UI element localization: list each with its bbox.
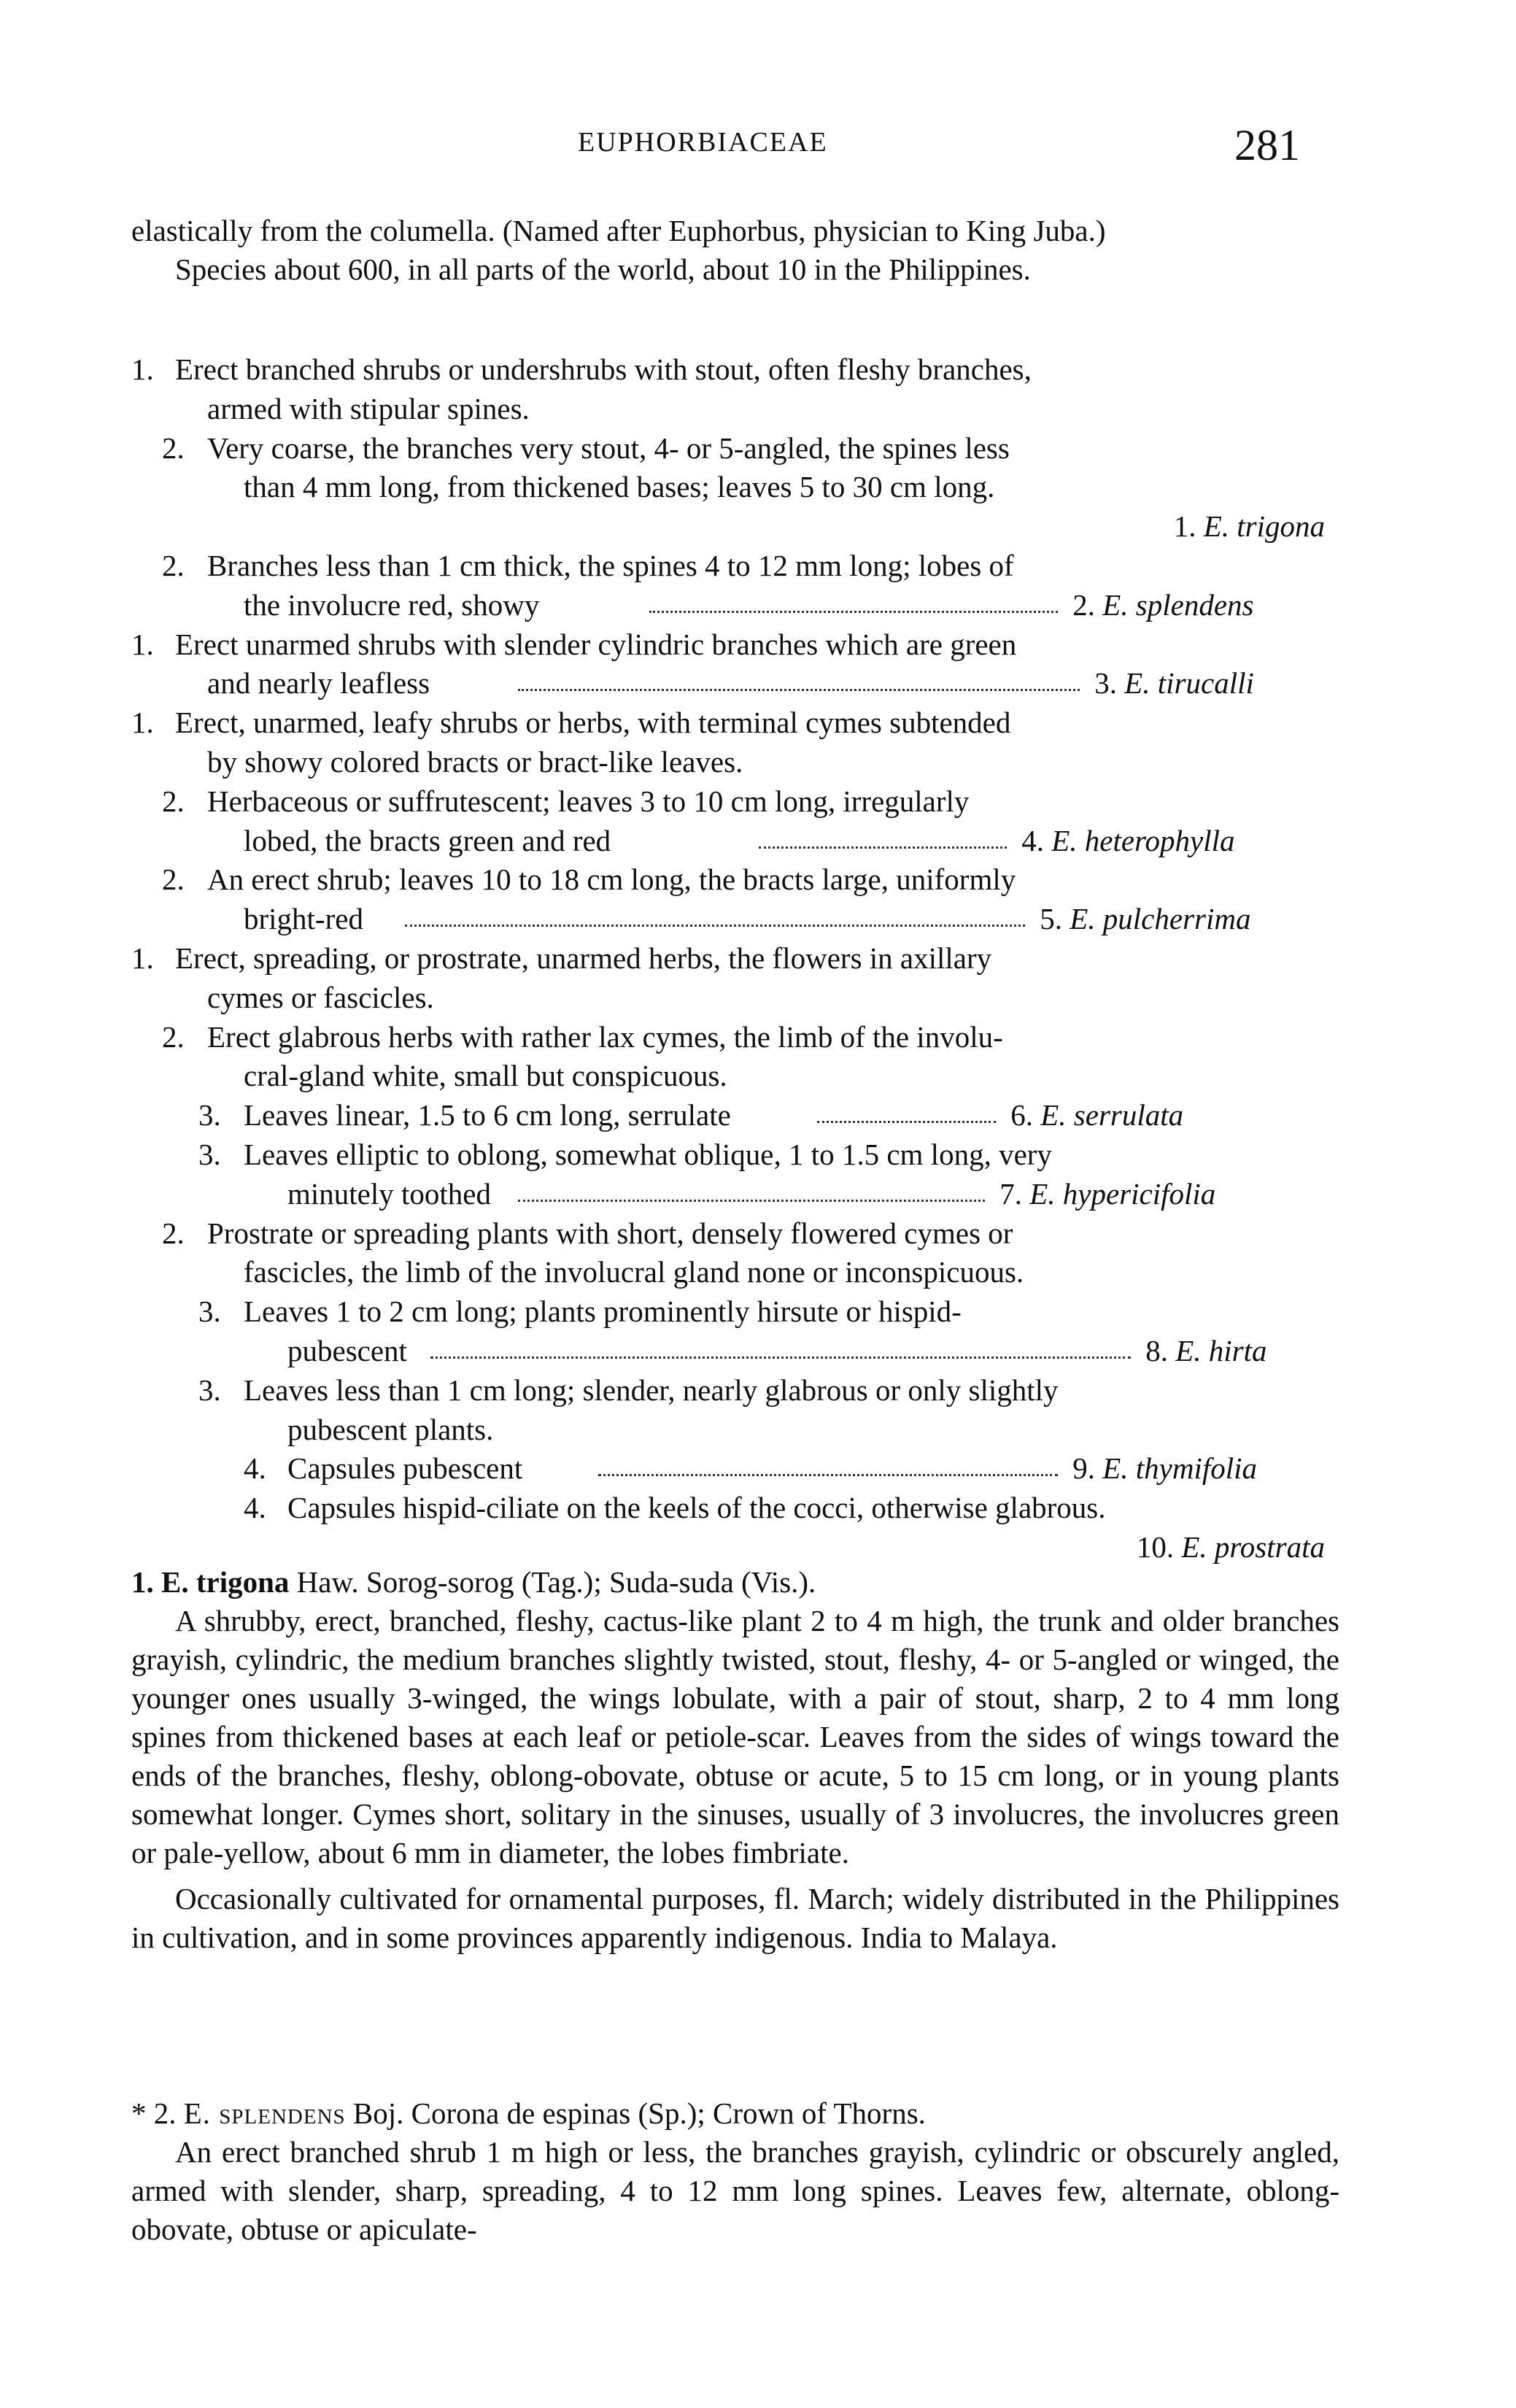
species-heading-authority: Haw. Sorog-sorog (Tag.); Suda-suda (Vis.). (296, 1565, 816, 1599)
key-text: Erect branched shrubs or undershrubs with stout, often fleshy branches, (175, 352, 1032, 386)
species-heading-authority: Boj. Corona de espinas (Sp.); Crown of Thorns. (352, 2096, 926, 2130)
key-text: An erect shrub; leaves 10 to 18 cm long, the bracts large, uniformly (207, 863, 1016, 897)
intro-line-1: elastically from the columella. (Named after Euphorbus, physician to King Juba.) (131, 214, 1106, 247)
key-number: 2. (162, 1019, 185, 1054)
species-heading (131, 1563, 1339, 1602)
key-number: 4. (244, 1451, 266, 1486)
key-number: 1. (131, 941, 154, 975)
species-notes: Occasionally cultivated for ornamental purposes, fl. March; widely distributed in the Philippines in cultivation, and in some provinces apparently indigenous. India to Malaya. (131, 1882, 1339, 1954)
key-text-cont: armed with stipular spines. (207, 391, 530, 425)
key-text: Erect, unarmed, leafy shrubs or herbs, with terminal cymes subtended (175, 706, 1011, 740)
species-number: 7. (999, 1176, 1022, 1211)
key-number: 2. (162, 431, 185, 465)
species-name: E. splendens (1102, 587, 1254, 622)
key-text-cont: bright-red (244, 902, 363, 936)
species-number: 2. (1072, 587, 1095, 622)
key-lead (642, 586, 1254, 625)
key-number: 1. (131, 352, 154, 386)
species-number: 1. (1173, 509, 1196, 544)
dot-leader (817, 1096, 996, 1123)
key-text: Capsules pubescent (287, 1451, 523, 1486)
key-text: Branches less than 1 cm thick, the spines 4 to 12 mm long; lobes of (207, 549, 1014, 582)
key-line (0, 1371, 1516, 1411)
species-number: 10. (1136, 1530, 1175, 1564)
key-number: 4. (244, 1491, 266, 1525)
species-1-entry (131, 1563, 1339, 1957)
key-lead (591, 1449, 1257, 1489)
species-name: E. serrulata (1040, 1098, 1184, 1132)
key-text: Leaves linear, 1.5 to 6 cm long, serrulate (244, 1098, 731, 1132)
key-line (0, 507, 1516, 547)
species-name: E. pulcherrima (1070, 902, 1251, 936)
key-text-cont: pubescent (287, 1334, 407, 1367)
dot-leader (649, 586, 1058, 613)
species-2-entry (131, 2094, 1339, 2249)
key-lead (1174, 507, 1325, 547)
species-name: E. heterophylla (1051, 823, 1235, 857)
key-text-cont: lobed, the bracts green and red (244, 823, 611, 857)
key-text-cont: fascicles, the limb of the involucral gland none or inconspicuous. (244, 1255, 1024, 1289)
key-lead (511, 664, 1254, 703)
key-number: 3. (198, 1373, 221, 1407)
key-line (0, 822, 1516, 861)
key-line (0, 1057, 1516, 1096)
intro-line-2: Species about 600, in all parts of the world, about 10 in the Philippines. (175, 252, 1031, 286)
key-line (0, 1449, 1516, 1489)
key-text: Herbaceous or suffrutescent; leaves 3 to 10 cm long, irregularly (207, 784, 970, 818)
key-lead (1137, 1528, 1325, 1567)
key-number: 2. (162, 784, 185, 818)
species-heading-name: E. trigona (161, 1565, 290, 1599)
key-text: Erect glabrous herbs with rather lax cymes, the limb of the involu- (207, 1019, 1003, 1054)
key-text: Prostrate or spreading plants with short, densely flowered cymes or (207, 1216, 1013, 1250)
key-line (0, 1175, 1516, 1214)
key-line (0, 900, 1516, 939)
key-text: Capsules hispid-ciliate on the keels of the cocci, otherwise glabrous. (287, 1491, 1106, 1525)
key-line (0, 1096, 1516, 1135)
species-heading-number: 1. (131, 1565, 154, 1599)
dot-leader (759, 822, 1007, 849)
dot-leader (598, 1449, 1058, 1476)
key-number: 3. (198, 1098, 221, 1132)
key-line (0, 1528, 1516, 1567)
species-name: E. trigona (1203, 509, 1325, 544)
species-name: E. hirta (1175, 1334, 1267, 1367)
key-number: 1. (131, 627, 154, 661)
key-line (0, 1489, 1516, 1528)
key-number: 3. (198, 1138, 221, 1171)
key-text: Very coarse, the branches very stout, 4- or 5-angled, the spines less (207, 431, 1010, 465)
key-text: Leaves elliptic to oblong, somewhat oblique, 1 to 1.5 cm long, very (244, 1138, 1052, 1171)
key-line (0, 979, 1516, 1018)
key-text: Erect, spreading, or prostrate, unarmed herbs, the flowers in axillary (175, 941, 992, 975)
key-line (0, 468, 1516, 507)
key-line (0, 1214, 1516, 1254)
key-text: Leaves 1 to 2 cm long; plants prominently hirsute or hispid- (244, 1294, 962, 1329)
key-line (0, 1292, 1516, 1332)
key-line (0, 586, 1516, 625)
key-line (0, 547, 1516, 586)
key-lead (751, 822, 1235, 861)
key-line (0, 1018, 1516, 1057)
key-line (0, 1135, 1516, 1175)
species-number: 5. (1040, 902, 1062, 936)
key-line (0, 664, 1516, 703)
key-lead (511, 1175, 1215, 1214)
key-line (0, 1411, 1516, 1450)
species-number: 6. (1010, 1098, 1033, 1132)
key-line (0, 860, 1516, 900)
key-line (0, 390, 1516, 429)
key-number: 2. (162, 863, 185, 897)
key-line (0, 703, 1516, 743)
species-name: E. tirucalli (1124, 666, 1254, 701)
key-line (0, 350, 1516, 390)
species-name: E. prostrata (1181, 1530, 1325, 1564)
species-heading (131, 2094, 1339, 2133)
key-text: Leaves less than 1 cm long; slender, nearly glabrous or only slightly (244, 1373, 1059, 1407)
dot-leader (518, 664, 1080, 691)
key-line (0, 625, 1516, 665)
key-number: 2. (162, 1216, 185, 1250)
key-number: 2. (162, 549, 185, 582)
key-text-cont: the involucre red, showy (244, 587, 540, 622)
species-description: A shrubby, erect, branched, fleshy, cactus-like plant 2 to 4 m high, the trunk and older branches grayish, cylindric, the medium branches slightly twisted, stout, fleshy, 4- or 5-angled or winged, the younger ones usually 3-winged, the wings lobulate, with a pair of stout, sharp, 2 to 4 mm long spines from thickened bases at each leaf or petiole-scar. Leaves from the sides of wings toward the ends of the branches, fleshy, oblong-obovate, obtuse or acute, 5 to 15 cm long, or in young plants somewhat longer. Cymes short, solitary in the sinuses, usually of 3 involucres, the involucres green or pale-yellow, about 6 mm in diameter, the lobes fimbriate. (131, 1604, 1339, 1869)
key-number: 3. (198, 1294, 221, 1329)
key-line (0, 1332, 1516, 1371)
key-text: Erect unarmed shrubs with slender cylindric branches which are green (175, 627, 1017, 661)
key-text-cont: than 4 mm long, from thickened bases; leaves 5 to 30 cm long. (244, 470, 995, 504)
key-text-cont: cymes or fascicles. (207, 980, 434, 1014)
key-line (0, 1253, 1516, 1292)
key-line (0, 743, 1516, 782)
species-name: E. hypericifolia (1029, 1176, 1216, 1211)
species-number: 8. (1145, 1334, 1168, 1367)
key-text-cont: cral-gland white, small but conspicuous. (244, 1059, 727, 1093)
species-description: An erect branched shrub 1 m high or less, the branches grayish, cylindric or obscurely angled, armed with slender, sharp, spreading, 4 to 12 mm long spines. Leaves few, alternate, oblong-obovate, obtuse or apiculate- (131, 2135, 1339, 2246)
key-lead (398, 900, 1251, 939)
species-heading-number: * 2. (131, 2096, 177, 2130)
species-heading-name: E. splendens (183, 2096, 346, 2130)
key-line (0, 939, 1516, 979)
key-lead (810, 1096, 1183, 1135)
key-lead (423, 1332, 1267, 1371)
key-line (0, 429, 1516, 468)
species-name: E. thymifolia (1102, 1451, 1258, 1486)
key-number: 1. (131, 706, 154, 740)
key-line (0, 782, 1516, 822)
page-header (0, 120, 1516, 171)
species-number: 9. (1072, 1451, 1095, 1486)
page-number: 281 (1234, 121, 1300, 169)
key-text-cont: and nearly leafless (207, 666, 430, 701)
dot-leader (405, 900, 1025, 927)
running-head: EUPHORBIACEAE (578, 127, 828, 158)
intro-paragraph (131, 212, 1339, 289)
species-number: 3. (1094, 666, 1117, 701)
dot-leader (430, 1332, 1131, 1359)
key-text-cont: pubescent plants. (287, 1412, 494, 1446)
dot-leader (518, 1175, 985, 1202)
key-text-cont: minutely toothed (287, 1176, 491, 1211)
key-text-cont: by showy colored bracts or bract-like leaves. (207, 745, 743, 779)
species-number: 4. (1021, 823, 1044, 857)
